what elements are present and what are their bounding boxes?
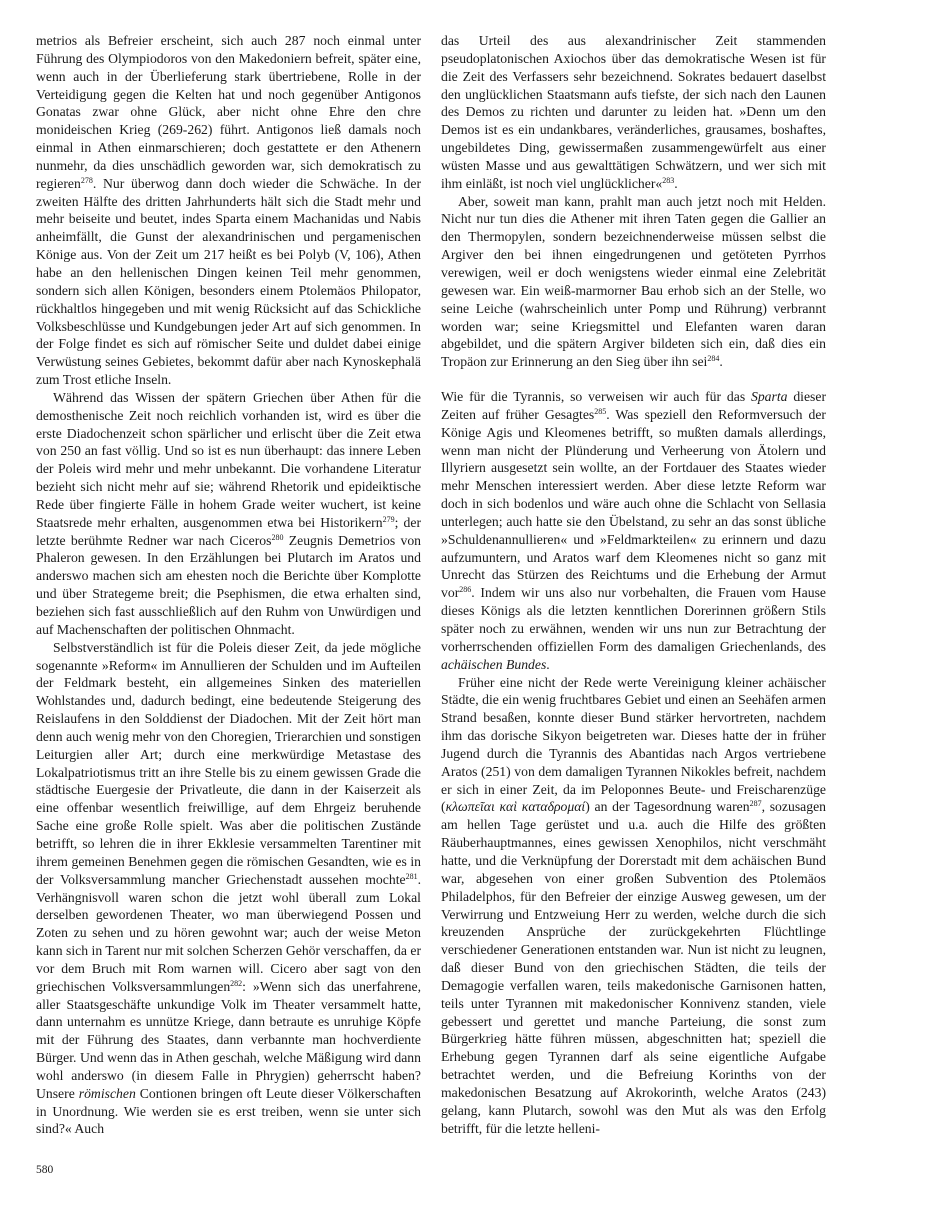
footnote-ref: 285 xyxy=(594,406,607,416)
footnote-ref: 280 xyxy=(271,532,284,542)
footnote-ref: 284 xyxy=(707,354,720,364)
paragraph: das Urteil des aus alexandrinischer Zeit stammenden pseudoplatonischen Axiochos über das demokratische Wesen ist für die Zeit des Verfassers sehr bezeichnend. Sokrates bedauert daselbst den unglücklichen Staatsmann aufs tiefste, der sich nach den Launen des Demos zu richten und darunter zu leiden hat. »Denn um den Demos ist es ein undankbares, veränderliches, grausames, boshaftes, ungebildetes Ding, gewissermaßen zusammengewürfelt aus einer wüsten Masse und aus gewalttätigen Schwätzern, und wer sich mit ihm einläßt, ist noch viel unglücklicher«$^{283}$. xyxy=(441,33,826,191)
paragraph: Selbstverständlich ist für die Poleis dieser Zeit, da jede mögliche sogenannte »Reform« im Annullieren der Schulden und im Aufteilen der Feldmark besteht, ein allgemeines Sinken des materiellen Wohlstandes und, dadurch bedingt, eine bedeutende Steigerung des Reislaufens in den Solddienst der Diadochen. Mit der Zeit hört man denn auch wenig mehr von den Choregien, Trierarchien und sonstigen Leiturgien aller Art; durch eine merkwürdige Metastase des Lokalpatriotismus tritt an ihre Stelle bis zu einem gewissen Grade die städtische Euergesie der Privatleute, die dann in der Kaiserzeit als eine offenbar wesentlich freiwillige, auf dem Ehrgeiz beruhende Sache eine große Rolle spielt. Was aber die politischen Zustände betrifft, so lehren die in ihrer Ekklesie versammelten Tarentiner mit ihrem gemeinen Benehmen gegen die römischen Gesandten, wie es in der Volksversammlung mancher Griechenstadt aussehen mochte$^{281}$. Verhängnisvoll waren schon die jetzt wohl überall zum Lokal derselben gewordenen Theater, wo man überwiegend Possen und Zoten zu sehen und zu hören gewohnt war; auch der weise Meton kann sich in Tarent nur mit solchen Scherzen Gehör verschaffen, da er vor dem Bruch mit Rom warnen will. Cicero aber sagt von den griechischen Volksversammlungen$^{282}$: »Wenn sich das unerfahrene, aller Staatsgeschäfte unkundige Volk im Theater versammelt hatte, dann unternahm es unnütze Kriege, dann betraute es unruhige Köpfe mit der Führung des Staates, dann verbannte man hochverdiente Bürger. Und wenn das in Athen geschah, welche Mäßigung wird dann wohl anderswo (in diesem Falle in Phrygien) geherrscht haben? Unsere römischen Contionen bringen oft Leute dieser Völkerschaften in Unordnung. Wie werden sie es erst treiben, wenn sie unter sich sind?« Auch xyxy=(36,639,422,1137)
page-number: 580 xyxy=(36,1164,54,1176)
footnote-ref: 279 xyxy=(382,514,395,524)
footnote-ref: 287 xyxy=(749,799,762,809)
paragraph: Aber, soweit man kann, prahlt man auch jetzt noch mit Helden. Nicht nur tun dies die Athener mit ihren Taten gegen die Gallier an den Thermopylen, sondern bezeichnenderweise müssen selbst die Argiver den bei ihnen eingedrungenen und getöteten Pyrrhos verewigen, weil er doch wenigstens wieder einmal eine Zelebrität gewesen war. Ein weiß-marmorner Bau erhob sich an der Stelle, wo seine Leiche (wahrscheinlich unter Pomp und Rührung) verbrannt worden war; seine Kriegsmittel und Elefanten waren daran abgebildet, und die spätern Argiver bildeten sich ein, daß dies ein Tropäon zur Erinnerung an den Sieg über ihn sei$^{284}$. xyxy=(441,193,826,370)
footnote-ref: 283 xyxy=(662,175,675,185)
emphasis: achäischen Bundes xyxy=(441,656,547,672)
footnote-ref: 282 xyxy=(230,978,243,988)
footnote-ref: 286 xyxy=(459,585,472,595)
left-column xyxy=(36,32,421,1138)
paragraph: Während das Wissen der spätern Griechen über Athen für die demosthenische Zeit noch reichlich vorhanden ist, wird es über die erste Diadochenzeit schon spärlicher und erlischt über die Zeit etwa von 250 an fast völlig. Und so ist es nun überhaupt: das innere Leben der Poleis wird mehr und mehr unbekannt. Die vorhandene Literatur bezieht sich nicht mehr auf sie; während Rhetorik und epideiktische Rede über fingierte Fälle in hohem Grade weiter wuchert, ist keine Staatsrede mehr erhalten, ausgenommen etwa bei Historikern$^{279}$; der letzte berühmte Redner war nach Ciceros$^{280}$ Zeugnis Demetrios von Phaleron gewesen. In den Erzählungen bei Plutarch im Aratos und anderswo machen sich am ehesten noch die Berichte über Komplotte und über Strategeme breit; die Psephismen, die etwa erhalten sind, beziehen sich fast ausschließlich auf den Ruhm von Unwürdigen und auf Machenschaften der politischen Ohnmacht. xyxy=(36,389,422,637)
footnote-ref: 281 xyxy=(405,871,418,881)
emphasis: Sparta xyxy=(750,389,788,405)
footnote-ref: 278 xyxy=(80,175,93,185)
paragraph: Wie für die Tyrannis, so verweisen wir auch für das Sparta dieser Zeiten auf früher Gesagtes$^{285}$. Was speziell den Reformversuch der Könige Agis und Kleomenes betrifft, so mußten damals allerdings, wenn man nicht der Plünderung und Verheerung von Ätolern und Illyriern ausgesetzt sein wollte, an der Fortdauer des Staates wieder mehr Menschen interessiert werden. Aber diese letzte Reform war doch in sich bodenlos und wäre auch ohne die Schlacht von Sellasia unterlegen; auch hatte sie den Übelstand, zu sehr an das sonst übliche »Schuldenannullieren« und »Feldmarkteilen« zu erinnern und dazu aufzumuntern, und Aratos warf dem Kleomenes nicht so ganz mit Unrecht das Stürzen des Reichtums und die Erhebung der Armut vor$^{286}$. Indem wir uns also nur vorbehalten, die Frauen vom Hause dieses Königs als die letzten kenntlichen Dorerinnen größern Stils später noch zu erwähnen, wenden wir uns nun zur Betrachtung der vorherrschenden offiziellen Form des damaligen Griechenlands, des achäischen Bundes. xyxy=(441,389,827,672)
emphasis: römischen xyxy=(78,1085,136,1101)
right-column xyxy=(441,32,826,1137)
paragraph: Früher eine nicht der Rede werte Vereinigung kleiner achäischer Städte, die ein wenig fruchtbares Gebiet und einen an Seehäfen armen Strand besaßen, konnte dieser Bund stärker hervortreten, nachdem ihm das dorische Sikyon beigetreten war. Dieses hatte der in früher Jugend durch die Tyrannis des Abantidas nach Argos vertriebene Aratos (251) von dem damaligen Tyrannen Nikokles befreit, nachdem er sich in einer Zeit, da im Peloponnes Beute- und Freischarenzüge (κλωπεῖαι καὶ καταδρομαί) an der Tagesordnung waren$^{287}$, sozusagen am hellen Tage gerüstet und u.a. auch die Hilfe des größten Räuberhauptmannes, eines gewissen Xenophilos, nicht verschmäht hatte, und die Verknüpfung der Dorerstadt mit dem achäischen Bund war, abgesehen von einer großen Subvention des Ptolemäos Philadelphos, für den Befreier der einzige Ausweg gewesen, um der Verwirrung und Entzweiung Herr zu werden, welche durch die sich kreuzenden Ansprüche der zurückgekehrten Flüchtlinge verschiedener Generationen entstanden war. Nun ist nicht zu leugnen, daß dieser Bund von den griechischen Städten, die teils der Demagogie verfallen waren, teils makedonische Garnisonen hatten, teils unter Tyrannen mit makedonischer Konnivenz standen, viele gebessert und gerettet und manche Parteiung, die sonst zum Bürgerkrieg hätte führen müssen, abgeschnitten hat; speziell die Erhebung gegen Tyrannen darf als seine eigentliche Aufgabe betrachtet werden, und die Befreiung Korinths von der makedonischen Besatzung auf Akrokorinth, welche Aratos (243) gelang, kann Plutarch, sowohl was den Mut als was den Erfolg betrifft, für die letzte helleni- xyxy=(441,674,826,1136)
greek-phrase: κλωπεῖαι καὶ καταδρομαί xyxy=(445,799,586,815)
paragraph: metrios als Befreier erscheint, sich auch 287 noch einmal unter Führung des Olympiodoros von den Makedoniern befreit, später eine, wenn auch in der Überlieferung stark übertriebene, Rolle in der Verteidigung gegen die Kelten hat und noch gegenüber Antigonos Gonatas zwar ohne Glück, aber nicht ohne Ehre den chre monideischen Krieg (269-262) führt. Antigonos ließ damals noch einmal in Athen einmarschieren; doch gestattete er den Athenern nunmehr, da dies unschädlich geworden war, sich demokratisch zu regieren$^{278}$. Nur überwog dann doch wieder die Schwäche. In der zweiten Hälfte des dritten Jahrhunderts hält sich die Stadt mehr und mehr beiseite und beutet, indes Sparta einem Machanidas und Nabis anheimfällt, die Gunst der alexandrinischen und pergamenischen Könige aus. Von der Zeit um 217 heißt es bei Polyb (V, 106), Athen habe an den hellenischen Dingen keinen Teil mehr genommen, sondern sich allen Königen, besonders einem Ptolemäos Philopator, rückhaltlos hingegeben und mit wenig Rücksicht auf das Schickliche Volksbeschlüsse und Kundgebungen jeder Art auf sich genommen. In der Folge findet es sich auf römischer Seite und duldet dabei einige Verwüstung seines Gebietes, bekommt dafür aber nach Kynoskephalä zum Trost etliche Inseln. xyxy=(36,33,421,388)
